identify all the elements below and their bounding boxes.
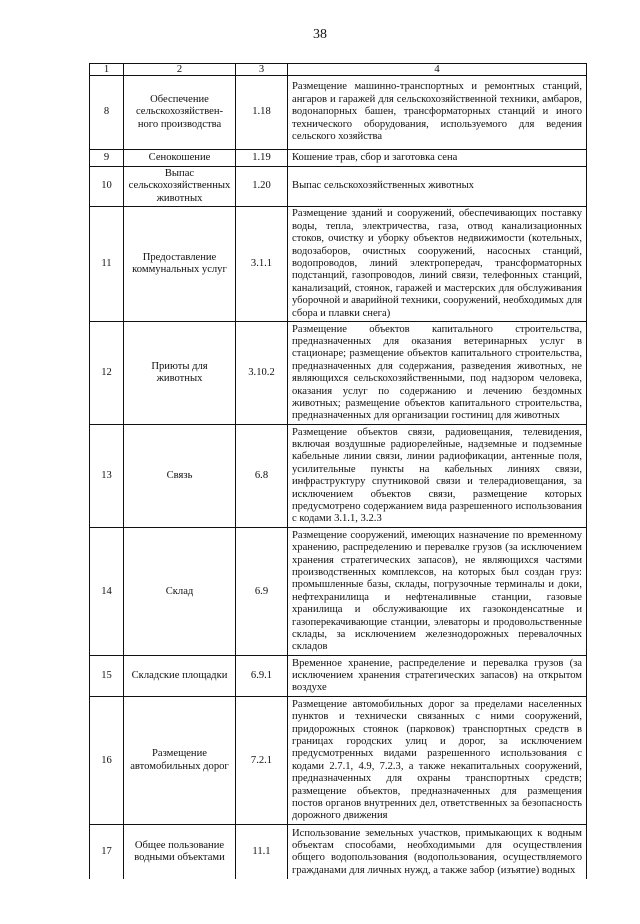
header-cell-number: 1 <box>90 64 124 76</box>
row-code: 6.9.1 <box>236 656 288 697</box>
table-row <box>90 322 587 425</box>
row-name: Склад <box>124 528 236 656</box>
row-description: Размещение сооружений, имеющих назначение по временному хранению, распределению и перевалке грузов (за исключением хранения стратегических запасов), не являющихся частями производственных комплексов, на которых был создан груз: промышленные базы, склады, погрузочные терминалы и доки, нефтехранилища и нефтеналивные станции, газовые хранилища и обслуживающие их газоконденсатные и газоперекачивающие станции, элеваторы и продовольственные склады, за исключением железнодорожных перевалочных складов <box>288 528 587 656</box>
row-code: 7.2.1 <box>236 697 288 825</box>
header-cell-code: 3 <box>236 64 288 76</box>
row-number: 15 <box>90 656 124 697</box>
row-description: Размещение зданий и сооружений, обеспечивающих поставку воды, тепла, электричества, газа, отвод канализационных стоков, очистку и уборку объектов недвижимости (котельных, водозаборов, очистных сооружений, насосных станций, водопроводов, линий электропередач, трансформаторных подстанций, газопроводов, линий связи, телефонных станций, канализаций, стоянок, гаражей и мастерских для обслуживания уборочной и аварийной техники, сооружений, необходимых для сбора и плавки снега) <box>288 207 587 322</box>
row-code: 3.1.1 <box>236 207 288 322</box>
header-cell-description: 4 <box>288 64 587 76</box>
row-number: 11 <box>90 207 124 322</box>
row-description: Использование земельных участков, примыкающих к водным объектам способами, необходимыми для осуществления общего водопользования (водопользования, осуществляемого гражданами для личных нужд, а также забор (изъятие) водных <box>288 825 587 879</box>
row-code: 11.1 <box>236 825 288 879</box>
row-name: Связь <box>124 425 236 528</box>
row-number: 17 <box>90 825 124 879</box>
row-name: Выпас сельскохозяйственных животных <box>124 167 236 207</box>
row-name: Приюты для животных <box>124 322 236 425</box>
row-number: 14 <box>90 528 124 656</box>
row-description: Размещение машинно-транспортных и ремонтных станций, ангаров и гаражей для сельскохозяйственной техники, амбаров, водонапорных башен, трансформаторных станций и иного технического оборудования, используемого для ведения сельского хозяйства <box>288 76 587 150</box>
table-row <box>90 167 587 207</box>
row-description: Размещение объектов связи, радиовещания, телевидения, включая воздушные радиорелейные, надземные и подземные кабельные линии связи, линии радиофикации, антенные поля, усилительные пункты на кабельных линиях связи, инфраструктуру спутниковой связи и телерадиовещания, за исключением объектов связи, размещение которых предусмотрено содержанием вида разрешенного использования с кодами 3.1.1, 3.2.3 <box>288 425 587 528</box>
row-description: Размещение объектов капитального строительства, предназначенных для оказания ветеринарных услуг в стационаре; размещение объектов капитального строительства, предназначенных для содержания, разведения животных, не являющихся сельскохозяйственными, под надзором человека, оказания услуг по содержанию и лечению бездомных животных; размещение объектов капитального строительства, предназначенных для организации гостиниц для животных <box>288 322 587 425</box>
page-number: 38 <box>313 27 327 42</box>
row-code: 6.9 <box>236 528 288 656</box>
row-description: Временное хранение, распределение и перевалка грузов (за исключением хранения стратегических запасов) на открытом воздухе <box>288 656 587 697</box>
row-code: 1.19 <box>236 150 288 167</box>
row-name: Предоставление коммунальных услуг <box>124 207 236 322</box>
row-number: 16 <box>90 697 124 825</box>
row-name: Сенокошение <box>124 150 236 167</box>
row-number: 10 <box>90 167 124 207</box>
row-number: 9 <box>90 150 124 167</box>
table-row <box>90 697 587 825</box>
row-number: 8 <box>90 76 124 150</box>
table-row <box>90 150 587 167</box>
row-description: Кошение трав, сбор и заготовка сена <box>288 150 587 167</box>
table-row <box>90 207 587 322</box>
row-name: Обеспечение сельскохозяйствен-ного производства <box>124 76 236 150</box>
land-use-table <box>89 63 587 879</box>
table-row <box>90 825 587 879</box>
row-code: 1.20 <box>236 167 288 207</box>
header-cell-name: 2 <box>124 64 236 76</box>
row-description: Размещение автомобильных дорог за пределами населенных пунктов и технически связанных с ними сооружений, придорожных стоянок (парковок) транспортных средств в границах городских улиц и дорог, за исключением предусмотренных видами разрешенного использования с кодами 2.7.1, 4.9, 7.2.3, а также некапитальных сооружений, предназначенных для охраны транспортных средств; размещение объектов, предназначенных для размещения постов органов внутренних дел, ответственных за безопасность дорожного движения <box>288 697 587 825</box>
row-name: Размещение автомобильных дорог <box>124 697 236 825</box>
row-number: 13 <box>90 425 124 528</box>
row-code: 3.10.2 <box>236 322 288 425</box>
table-header-row <box>90 64 587 76</box>
table-row <box>90 528 587 656</box>
table-row <box>90 76 587 150</box>
row-name: Общее пользование водными объектами <box>124 825 236 879</box>
row-number: 12 <box>90 322 124 425</box>
row-description: Выпас сельскохозяйственных животных <box>288 167 587 207</box>
row-code: 1.18 <box>236 76 288 150</box>
row-name: Складские площадки <box>124 656 236 697</box>
row-code: 6.8 <box>236 425 288 528</box>
table-row <box>90 425 587 528</box>
table-row <box>90 656 587 697</box>
